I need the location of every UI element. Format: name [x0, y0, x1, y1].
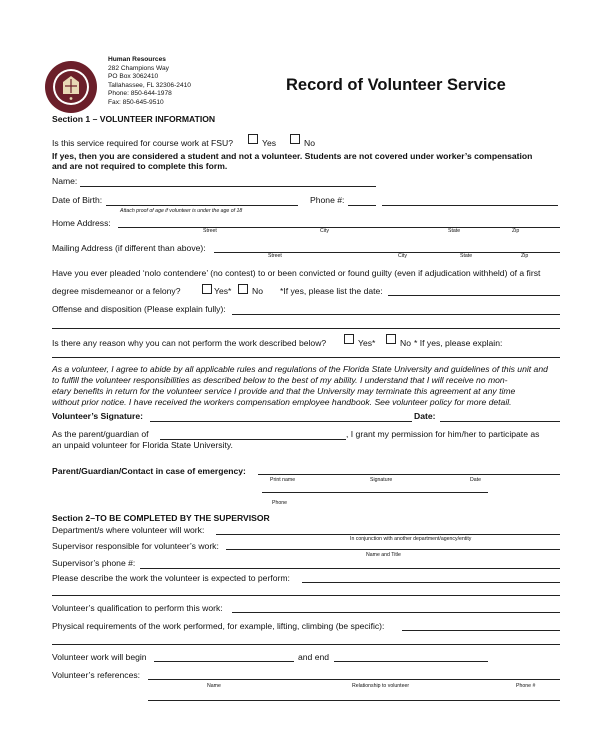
describe-work-label: Please describe the work the volunteer is expected to perform: — [52, 573, 290, 583]
section1-heading: Section 1 – VOLUNTEER INFORMATION — [52, 114, 216, 124]
university-seal — [44, 60, 98, 114]
student-note-1: If yes, then you are considered a student and not a volunteer. Students are not covered under worker’s compensation — [52, 151, 533, 161]
reason-line[interactable] — [52, 357, 560, 358]
physical-req-label: Physical requirements of the work performed, for example, lifting, climbing (be specific): — [52, 621, 385, 631]
mailing-address-line[interactable] — [214, 252, 560, 253]
references-label: Volunteer’s references: — [52, 670, 141, 680]
home-sub-street: Street — [203, 228, 217, 234]
plea-yes-label: Yes* — [214, 286, 232, 296]
home-sub-zip: Zip — [512, 228, 520, 234]
reason-no-label: No — [400, 338, 411, 348]
reference-line-1[interactable] — [148, 679, 560, 680]
begin-date-line[interactable] — [154, 661, 294, 662]
physical-req-line-1[interactable] — [402, 630, 560, 631]
volunteer-signature-line[interactable] — [150, 421, 412, 422]
ref-sub-phone: Phone # — [516, 683, 536, 689]
plea-no-checkbox[interactable] — [238, 284, 248, 294]
supervisor-note: Name and Title — [366, 552, 401, 558]
ref-sub-name: Name — [207, 683, 221, 689]
emergency-sub-signature: Signature — [370, 477, 393, 483]
plea-yes-checkbox[interactable] — [202, 284, 212, 294]
emergency-sub-phone: Phone — [272, 500, 288, 506]
phone-line: Phone: 850-644-1978 — [108, 90, 172, 98]
phone-label: Phone #: — [310, 195, 345, 205]
offense-label: Offense and disposition (Please explain fully): — [52, 304, 226, 314]
supervisor-line[interactable] — [226, 549, 560, 550]
course-no-checkbox[interactable] — [290, 134, 300, 144]
mail-sub-street: Street — [268, 253, 282, 259]
offense-line-2[interactable] — [52, 328, 560, 329]
student-note-2: and are not required to complete this form. — [52, 161, 228, 171]
end-date-line[interactable] — [334, 661, 488, 662]
reason-question: Is there any reason why you can not perform the work described below? — [52, 338, 327, 348]
home-address-line[interactable] — [118, 227, 560, 228]
qualification-line[interactable] — [232, 612, 560, 613]
describe-work-line-1[interactable] — [302, 582, 560, 583]
mail-sub-city: City — [398, 253, 407, 259]
emergency-contact-line[interactable] — [258, 474, 560, 475]
agreement-line-3: etary benefits in return for the volunteer service I provide and that the University may terminate this agreement at any time — [52, 386, 516, 396]
emergency-contact-label: Parent/Guardian/Contact in case of emergency: — [52, 466, 246, 476]
plea-date-line[interactable] — [388, 295, 560, 296]
agreement-line-2: to fulfill the volunteer responsibilities as described below to the best of my ability. I understand that I will receive no mon- — [52, 375, 508, 385]
guardian-text-1b: , I grant my permission for him/her to participate as — [346, 429, 540, 439]
hr-contact-block — [108, 56, 191, 108]
reason-no-checkbox[interactable] — [386, 334, 396, 344]
mail-sub-zip: Zip — [521, 253, 529, 259]
reference-line-2[interactable] — [148, 700, 560, 701]
supervisor-label: Supervisor responsible for volunteer’s work: — [52, 541, 219, 551]
course-question: Is this service required for course work at FSU? — [52, 138, 234, 148]
fax-line: Fax: 850-645-9510 — [108, 98, 164, 106]
offense-line-1[interactable] — [232, 314, 560, 315]
supervisor-phone-line[interactable] — [140, 568, 560, 569]
begin-label: Volunteer work will begin — [52, 652, 147, 662]
ref-sub-relationship: Relationship to volunteer — [352, 683, 410, 689]
home-sub-city: City — [320, 228, 329, 234]
name-line[interactable] — [80, 186, 376, 187]
course-no-label: No — [304, 138, 315, 148]
end-label: and end — [298, 652, 330, 662]
course-yes-checkbox[interactable] — [248, 134, 258, 144]
reason-yes-checkbox[interactable] — [344, 334, 354, 344]
emergency-sub-print: Print name — [270, 477, 296, 483]
section2-heading: Section 2–TO BE COMPLETED BY THE SUPERVISOR — [52, 513, 270, 523]
signature-date-label: Date: — [414, 411, 436, 421]
address-line-1: 282 Champions Way — [108, 64, 169, 72]
home-sub-state: State — [448, 228, 461, 234]
reason-if-yes-label: * If yes, please explain: — [414, 338, 503, 348]
home-address-label: Home Address: — [52, 218, 111, 228]
volunteer-signature-label: Volunteer’s Signature: — [52, 411, 144, 421]
describe-work-line-2[interactable] — [52, 595, 560, 596]
signature-date-line[interactable] — [440, 421, 560, 422]
dob-note: Attach proof of age if volunteer is under the age of 18 — [120, 208, 243, 214]
course-yes-label: Yes — [262, 138, 277, 148]
department-line[interactable] — [216, 534, 560, 535]
plea-no-label: No — [252, 286, 263, 296]
department-note: In conjunction with another department/agency/entity — [350, 536, 472, 542]
plea-question-2: degree misdemeanor or a felony? — [52, 286, 181, 296]
address-line-2: PO Box 3062410 — [108, 73, 159, 81]
emergency-sub-date: Date — [470, 477, 481, 483]
agreement-line-4: without prior notice. I have received the workers compensation employee handbook. See volunteer policy for more detail. — [52, 397, 512, 407]
mailing-address-label: Mailing Address (if different than above): — [52, 243, 206, 253]
physical-req-line-2[interactable] — [52, 644, 560, 645]
org-name: Human Resources — [108, 56, 166, 63]
page-title: Record of Volunteer Service — [286, 76, 506, 94]
qualification-label: Volunteer’s qualification to perform this work: — [52, 603, 223, 613]
department-label: Department/s where volunteer will work: — [52, 525, 205, 535]
name-label: Name: — [52, 176, 78, 186]
agreement-line-1: As a volunteer, I agree to abide by all applicable rules and regulations of the Florida State University and guidelines of this unit and — [52, 364, 548, 374]
guardian-text-2: an unpaid volunteer for Florida State University. — [52, 440, 233, 450]
dob-label: Date of Birth: — [52, 195, 103, 205]
plea-if-yes-label: *If yes, please list the date: — [280, 286, 383, 296]
emergency-phone-line[interactable] — [262, 492, 488, 493]
guardian-text-1: As the parent/guardian of — [52, 429, 149, 439]
plea-question-1: Have you ever pleaded ‘nolo contendere’ (no contest) to or been convicted or found guilty (even if adjudication withheld) of a first — [52, 268, 541, 278]
phone-area-line[interactable] — [348, 205, 376, 206]
mail-sub-state: State — [460, 253, 473, 259]
address-line-3: Tallahassee, FL 32306-2410 — [108, 81, 191, 89]
supervisor-phone-label: Supervisor’s phone #: — [52, 558, 136, 568]
phone-number-line[interactable] — [382, 205, 558, 206]
dob-line[interactable] — [106, 205, 298, 206]
reason-yes-label: Yes* — [358, 338, 376, 348]
